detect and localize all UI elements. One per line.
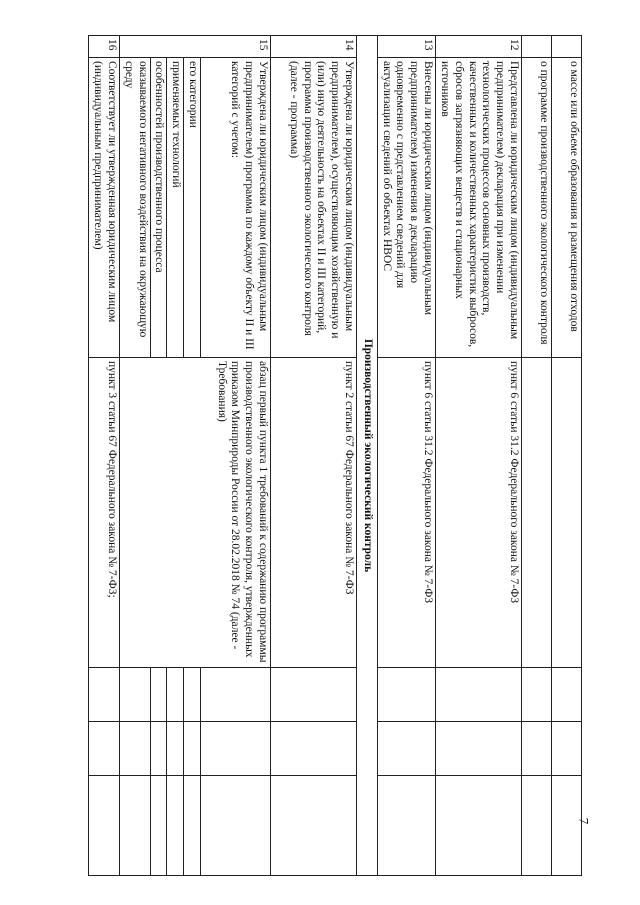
row-number bbox=[552, 36, 582, 58]
answer-cell bbox=[120, 668, 151, 722]
reference-cell bbox=[522, 358, 552, 668]
reference-cell: пункт 2 статьи 67 Федерального закона № 7-ФЗ bbox=[271, 358, 357, 668]
question-cell: его категории bbox=[184, 58, 201, 358]
row-number: 15 bbox=[120, 36, 271, 58]
reference-cell: пункт 3 статьи 67 Федерального закона № 7-ФЗ; bbox=[89, 358, 120, 668]
answer-cell bbox=[522, 722, 552, 776]
comment-cell bbox=[552, 776, 582, 876]
rotated-checklist-table bbox=[24, 35, 582, 875]
reference-cell: абзац первый пункта 1 требований к содержанию программы производственного экологического контроля, утвержденных приказом Минприроды России от 28.02.2018 № 74 (далее - Требования) bbox=[120, 358, 271, 668]
row-number: 14 bbox=[271, 36, 357, 58]
question-cell: Утверждена ли юридическим лицом (индивидуальным предпринимателем), осуществляющим хозяйственную и (или) иную деятельность на объектах II и III категорий, программа производственного экологического контроля (далее - программа) bbox=[271, 58, 357, 358]
question-cell: о массе или объеме образования и размещения отходов bbox=[552, 58, 582, 358]
answer-cell bbox=[167, 668, 184, 722]
comment-cell bbox=[201, 776, 271, 876]
answer-cell bbox=[120, 722, 151, 776]
table-row bbox=[552, 36, 582, 876]
question-cell: особенностей производственного процесса bbox=[150, 58, 167, 358]
row-number: 13 bbox=[377, 36, 435, 58]
reference-cell: пункт 6 статьи 31.2 Федерального закона № 7-ФЗ bbox=[436, 358, 522, 668]
answer-cell bbox=[201, 668, 271, 722]
table-row bbox=[377, 36, 435, 876]
question-cell: о программе производственного экологического контроля bbox=[522, 58, 552, 358]
answer-cell bbox=[89, 722, 120, 776]
answer-cell bbox=[150, 722, 167, 776]
answer-cell bbox=[184, 668, 201, 722]
answer-cell bbox=[201, 722, 271, 776]
answer-cell bbox=[522, 668, 552, 722]
answer-cell bbox=[552, 668, 582, 722]
answer-cell bbox=[271, 722, 357, 776]
comment-cell bbox=[150, 776, 167, 876]
answer-cell bbox=[377, 668, 435, 722]
answer-cell bbox=[377, 722, 435, 776]
checklist-table bbox=[88, 35, 582, 876]
question-cell: Утверждена ли юридическим лицом (индивидуальным предпринимателем) программа по каждому объекту II и III категорий с учетом: bbox=[201, 58, 271, 358]
reference-cell: пункт 6 статьи 31.2 Федерального закона № 7-ФЗ bbox=[377, 358, 435, 668]
comment-cell bbox=[271, 776, 357, 876]
table-row bbox=[89, 36, 120, 876]
page-number: 7 bbox=[576, 817, 592, 825]
table-row bbox=[271, 36, 357, 876]
question-cell: Внесены ли юридическим лицом (индивидуальным предпринимателем) изменения в декларацию одновременно с представлением сведений для актуализации сведений об объектах НВОС bbox=[377, 58, 435, 358]
question-cell: применяемых технологий bbox=[167, 58, 184, 358]
row-number bbox=[522, 36, 552, 58]
answer-cell bbox=[167, 722, 184, 776]
comment-cell bbox=[89, 776, 120, 876]
comment-cell bbox=[377, 776, 435, 876]
section-row bbox=[357, 36, 378, 876]
table-row bbox=[201, 36, 271, 876]
answer-cell bbox=[552, 722, 582, 776]
answer-cell bbox=[184, 722, 201, 776]
question-cell: оказываемого негативного воздействия на окружающую среду bbox=[120, 58, 151, 358]
table-row bbox=[436, 36, 522, 876]
answer-cell bbox=[436, 668, 522, 722]
answer-cell bbox=[271, 668, 357, 722]
question-cell: Представлена ли юридическим лицом (индивидуальным предпринимателем) декларация при изменении технологических процессов основных производств, качественных и количественных характеристик выбросов, сбросов загрязняющих веществ и стационарных источников bbox=[436, 58, 522, 358]
table-row bbox=[522, 36, 552, 876]
row-number: 12 bbox=[436, 36, 522, 58]
comment-cell bbox=[522, 776, 552, 876]
answer-cell bbox=[436, 722, 522, 776]
comment-cell bbox=[436, 776, 522, 876]
row-number: 16 bbox=[89, 36, 120, 58]
comment-cell bbox=[167, 776, 184, 876]
answer-cell bbox=[150, 668, 167, 722]
section-title: Производственный экологический контроль bbox=[357, 36, 378, 876]
question-cell: Соответствует ли утвержденная юридическим лицом (индивидуальным предпринимателем) bbox=[89, 58, 120, 358]
comment-cell bbox=[184, 776, 201, 876]
comment-cell bbox=[120, 776, 151, 876]
answer-cell bbox=[89, 668, 120, 722]
reference-cell bbox=[552, 358, 582, 668]
